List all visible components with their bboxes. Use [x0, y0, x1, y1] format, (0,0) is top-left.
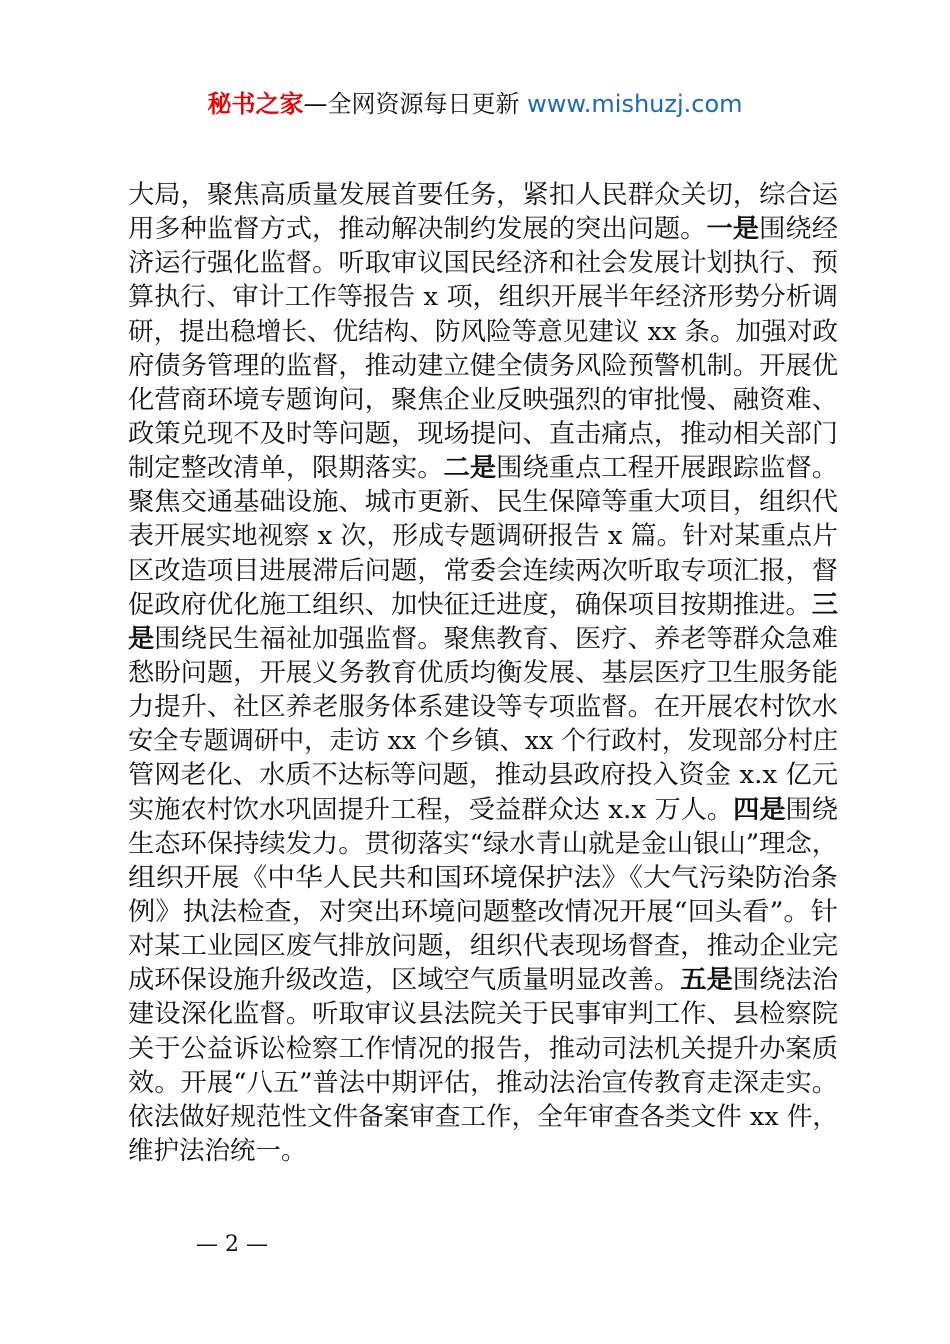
text-line — [128, 588, 838, 622]
text-line — [128, 758, 838, 792]
body-text — [128, 178, 838, 1168]
text-run: 力提升、社区养老服务体系建设等专项监督。在开展农村饮水 — [128, 692, 838, 723]
text-line — [128, 1134, 838, 1168]
text-run: 实施农村饮水巩固提升工程，受益群众达 x.x 万人。 — [128, 794, 734, 825]
text-run: 管网老化、水质不达标等问题，推动县政府投入资金 x.x 亿元 — [128, 760, 838, 791]
text-run: 依法做好规范性文件备案审查工作，全年审查各类文件 xx 件， — [128, 1101, 838, 1132]
text-line — [128, 383, 838, 417]
text-run: 化营商环境专题询问，聚焦企业反映强烈的审批慢、融资难、 — [128, 384, 838, 415]
text-line — [128, 554, 838, 588]
text-run: 愁盼问题，开展义务教育优质均衡发展、基层医疗卫生服务能 — [128, 657, 838, 688]
text-run: 促政府优化施工组织、加快征迁进度，确保项目按期推进。 — [128, 589, 812, 620]
text-run: 围绕 — [785, 794, 839, 825]
text-run: 济运行强化监督。听取审议国民经济和社会发展计划执行、预 — [128, 248, 838, 279]
site-url-link[interactable]: www.mishuzj.com — [527, 90, 743, 118]
text-line — [128, 417, 838, 451]
text-line — [128, 690, 838, 724]
text-run: 对某工业园区废气排放问题，组织代表现场督查，推动企业完 — [128, 931, 838, 962]
brand-name: 秘书之家 — [207, 90, 304, 118]
emphasis-text: 二是 — [443, 453, 497, 484]
text-run: 围绕重点工程开展跟踪监督。 — [496, 453, 838, 484]
text-run: 表开展实地视察 x 次，形成专题调研报告 x 篇。针对某重点片 — [128, 521, 839, 552]
text-run: 效。开展“八五”普法中期评估，推动法治宣传教育走深走实。 — [128, 1067, 838, 1098]
text-line — [128, 656, 838, 690]
text-run: 围绕法治 — [732, 965, 838, 996]
text-line — [128, 895, 838, 929]
text-run: 大局，聚焦高质量发展首要任务，紧扣人民群众关切，综合运 — [128, 180, 838, 210]
text-run: 维护法治统一。 — [128, 1135, 307, 1166]
text-run: 聚焦交通基础设施、城市更新、民生保障等重大项目，组织代 — [128, 487, 838, 518]
text-line — [128, 929, 838, 963]
text-run: 制定整改清单，限期落实。 — [128, 453, 444, 484]
text-run: 组织开展《中华人民共和国环境保护法》《大气污染防治条 — [128, 862, 838, 893]
text-line — [128, 1032, 838, 1066]
text-run: 关于公益诉讼检察工作情况的报告，推动司法机关提升办案质 — [128, 1033, 838, 1064]
emphasis-text: 五是 — [680, 965, 733, 996]
page-number: — 2 — — [196, 1232, 268, 1257]
text-line — [128, 1100, 838, 1134]
text-run: 围绕民生福祉加强监督。聚焦教育、医疗、养老等群众急难 — [154, 623, 838, 654]
text-line — [128, 178, 838, 212]
text-run: 安全专题调研中，走访 xx 个乡镇、xx 个行政村，发现部分村庄 — [128, 726, 838, 757]
text-line — [128, 997, 838, 1031]
text-line — [128, 793, 838, 827]
text-line — [128, 622, 838, 656]
text-line — [128, 724, 838, 758]
emphasis-text: 四是 — [733, 794, 786, 825]
text-line — [128, 519, 838, 553]
text-line — [128, 861, 838, 895]
text-line — [128, 280, 838, 314]
text-run: 算执行、审计工作等报告 x 项，组织开展半年经济形势分析调 — [128, 282, 838, 313]
emphasis-text: 一是 — [706, 214, 760, 245]
text-run: 用多种监督方式，推动解决制约发展的突出问题。 — [128, 214, 707, 245]
text-run: 例》执法检查，对突出环境问题整改情况开展“回头看”。针 — [128, 896, 838, 927]
text-line — [128, 451, 838, 485]
text-run: 政策兑现不及时等问题，现场提问、直击痛点，推动相关部门 — [128, 418, 838, 449]
text-line — [128, 349, 838, 383]
text-line — [128, 963, 838, 997]
text-run: 区改造项目进展滞后问题，常委会连续两次听取专项汇报，督 — [128, 555, 838, 586]
emphasis-text: 三 — [811, 589, 838, 620]
text-run: 围绕经 — [759, 214, 838, 245]
text-run: 建设深化监督。听取审议县法院关于民事审判工作、县检察院 — [128, 999, 838, 1030]
header-tagline: —全网资源每日更新 — [303, 90, 528, 118]
site-header — [0, 86, 950, 122]
text-line — [128, 212, 838, 246]
text-run: 府债务管理的监督，推动建立健全债务风险预警机制。开展优 — [128, 350, 838, 381]
text-line — [128, 1066, 838, 1100]
emphasis-text: 是 — [128, 623, 155, 654]
text-run: 生态环保持续发力。贯彻落实“绿水青山就是金山银山”理念， — [128, 828, 838, 859]
text-line — [128, 485, 838, 519]
text-line — [128, 827, 838, 861]
text-run: 成环保设施升级改造，区域空气质量明显改善。 — [128, 965, 681, 996]
text-line — [128, 246, 838, 280]
text-line — [128, 315, 838, 349]
text-run: 研，提出稳增长、优结构、防风险等意见建议 xx 条。加强对政 — [128, 316, 838, 347]
